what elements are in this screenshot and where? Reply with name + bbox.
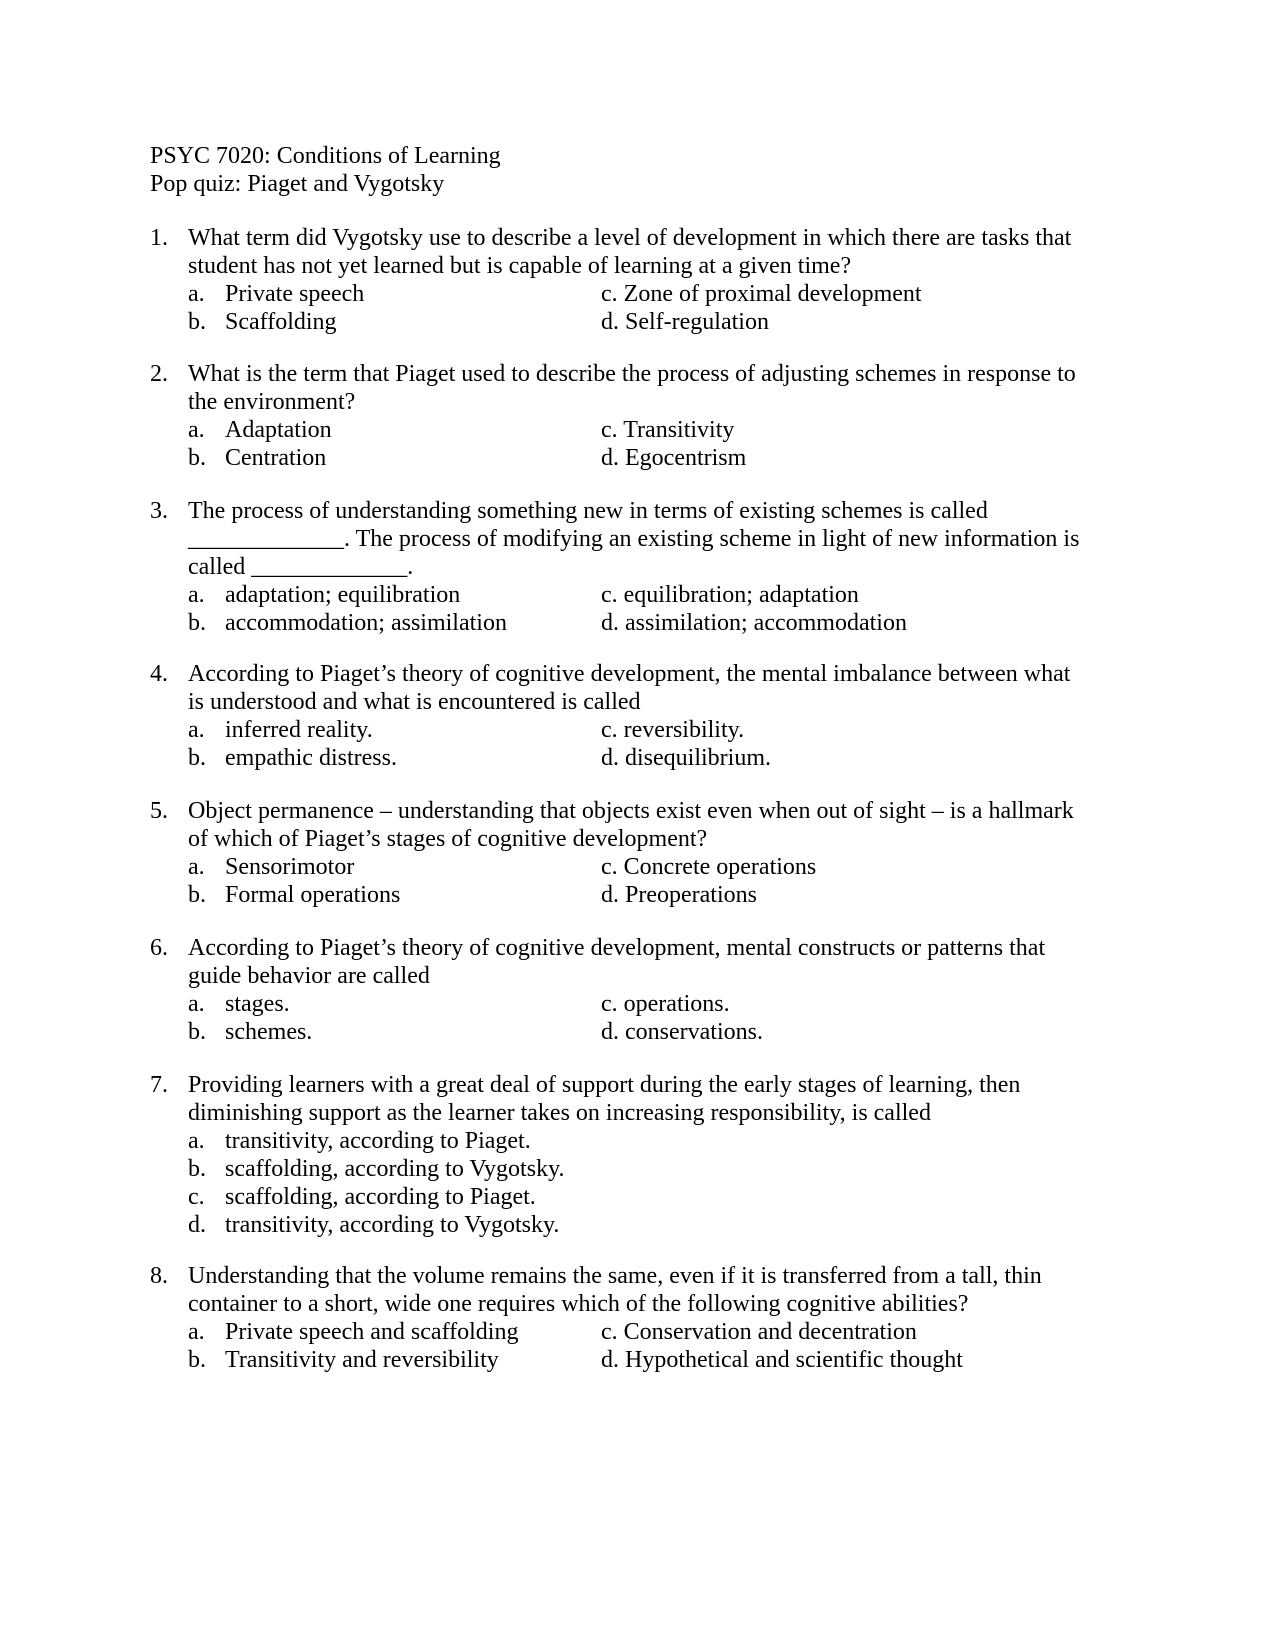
question-stem (150, 360, 1130, 416)
option-a (188, 280, 364, 308)
question-stem (150, 660, 1130, 716)
option-c (601, 990, 730, 1018)
stem-line: _____________. The process of modifying an existing scheme in light of new information is (188, 526, 1080, 552)
option-letter: d. (601, 1019, 619, 1045)
option-text: transitivity, according to Piaget. (225, 1128, 531, 1154)
answer-options (188, 581, 1130, 637)
option-c (601, 581, 859, 609)
answer-options (188, 716, 1130, 772)
option-d (601, 744, 771, 772)
quiz-title: Pop quiz: Piaget and Vygotsky (150, 171, 445, 197)
answer-options (188, 280, 1130, 336)
option-a (188, 990, 290, 1018)
option-letter: b. (188, 445, 206, 471)
option-text: transitivity, according to Vygotsky. (225, 1212, 560, 1238)
answer-options (188, 990, 1130, 1046)
stem-line: What term did Vygotsky use to describe a level of development in which there are tasks that (188, 225, 1072, 251)
option-b (188, 1155, 565, 1183)
option-letter: b. (188, 1156, 206, 1182)
option-text: Transitivity and reversibility (225, 1347, 499, 1373)
option-text: Sensorimotor (225, 854, 355, 880)
option-b (188, 744, 397, 772)
question-stem (150, 224, 1130, 280)
stem-line: Object permanence – understanding that objects exist even when out of sight – is a hallmark (188, 798, 1074, 824)
question-2 (150, 360, 1130, 472)
option-letter: a. (188, 1319, 205, 1345)
option-text: inferred reality. (225, 717, 373, 743)
option-a (188, 1127, 531, 1155)
question-number: 3. (150, 498, 168, 524)
option-a (188, 1318, 518, 1346)
stem-line: diminishing support as the learner takes on increasing responsibility, is called (188, 1100, 931, 1126)
stem-line: called _____________. (188, 554, 414, 580)
option-text: conservations. (625, 1019, 763, 1045)
option-c (601, 716, 744, 744)
option-text: Conservation and decentration (623, 1319, 917, 1345)
option-text: disequilibrium. (625, 745, 771, 771)
option-d (601, 444, 746, 472)
question-number: 4. (150, 661, 168, 687)
option-text: scaffolding, according to Piaget. (225, 1184, 536, 1210)
option-letter: a. (188, 582, 205, 608)
option-letter: c. (601, 854, 618, 880)
option-letter: c. (601, 281, 618, 307)
stem-line: The process of understanding something new in terms of existing schemes is called (188, 498, 988, 524)
option-letter: b. (188, 1019, 206, 1045)
stem-line: the environment? (188, 389, 356, 415)
option-letter: d. (601, 1347, 619, 1373)
option-text: scaffolding, according to Vygotsky. (225, 1156, 565, 1182)
question-stem (150, 1071, 1130, 1127)
question-number: 8. (150, 1263, 168, 1289)
option-letter: a. (188, 991, 205, 1017)
option-text: Scaffolding (225, 309, 337, 335)
option-d (601, 881, 757, 909)
option-c (601, 280, 922, 308)
option-text: accommodation; assimilation (225, 610, 507, 636)
question-number: 2. (150, 361, 168, 387)
option-b (188, 1346, 499, 1374)
option-letter: c. (601, 582, 618, 608)
option-letter: a. (188, 717, 205, 743)
option-text: Hypothetical and scientific thought (625, 1347, 963, 1373)
course-title: PSYC 7020: Conditions of Learning (150, 143, 501, 169)
stem-line: container to a short, wide one requires which of the following cognitive abilities? (188, 1291, 969, 1317)
option-letter: b. (188, 745, 206, 771)
option-text: Zone of proximal development (623, 281, 922, 307)
question-3 (150, 497, 1130, 637)
option-a (188, 716, 373, 744)
stem-line: What is the term that Piaget used to describe the process of adjusting schemes in response to (188, 361, 1076, 387)
option-b (188, 308, 337, 336)
stem-line: of which of Piaget’s stages of cognitive development? (188, 826, 708, 852)
option-d (601, 1018, 763, 1046)
answer-options (188, 1127, 1130, 1239)
option-text: equilibration; adaptation (623, 582, 859, 608)
option-letter: b. (188, 610, 206, 636)
question-stem (150, 934, 1130, 990)
option-c (601, 1318, 917, 1346)
option-b (188, 881, 400, 909)
stem-line: According to Piaget’s theory of cognitive development, mental constructs or patterns that (188, 935, 1046, 961)
option-letter: d. (601, 445, 619, 471)
option-a (188, 581, 460, 609)
option-letter: b. (188, 1347, 206, 1373)
option-letter: c. (188, 1184, 205, 1210)
option-d (601, 308, 769, 336)
question-7 (150, 1071, 1130, 1239)
option-text: Centration (225, 445, 327, 471)
option-text: empathic distress. (225, 745, 397, 771)
question-stem (150, 797, 1130, 853)
option-letter: d. (601, 882, 619, 908)
option-text: schemes. (225, 1019, 313, 1045)
option-text: reversibility. (623, 717, 745, 743)
stem-line: guide behavior are called (188, 963, 430, 989)
option-letter: c. (601, 1319, 618, 1345)
stem-line: According to Piaget’s theory of cognitive development, the mental imbalance between what (188, 661, 1071, 687)
option-text: Self-regulation (625, 309, 769, 335)
option-letter: d. (601, 610, 619, 636)
option-letter: d. (188, 1212, 206, 1238)
option-letter: c. (601, 417, 618, 443)
option-letter: a. (188, 854, 205, 880)
option-letter: b. (188, 882, 206, 908)
option-text: Formal operations (225, 882, 401, 908)
question-stem (150, 1262, 1130, 1318)
question-number: 5. (150, 798, 168, 824)
option-d (601, 1346, 963, 1374)
question-stem (150, 497, 1130, 581)
answer-options (188, 1318, 1130, 1374)
option-letter: d. (601, 745, 619, 771)
option-letter: a. (188, 417, 205, 443)
stem-line: is understood and what is encountered is called (188, 689, 641, 715)
question-6 (150, 934, 1130, 1046)
option-b (188, 1018, 312, 1046)
question-number: 6. (150, 935, 168, 961)
option-text: Transitivity (623, 417, 735, 443)
option-c (188, 1183, 536, 1211)
option-text: Concrete operations (623, 854, 817, 880)
stem-line: Providing learners with a great deal of support during the early stages of learning, then (188, 1072, 1021, 1098)
stem-line: Understanding that the volume remains the same, even if it is transferred from a tall, thin (188, 1263, 1042, 1289)
option-letter: d. (601, 309, 619, 335)
option-a (188, 853, 354, 881)
option-letter: a. (188, 281, 205, 307)
option-text: Private speech (225, 281, 365, 307)
option-text: Private speech and scaffolding (225, 1319, 519, 1345)
answer-options (188, 416, 1130, 472)
option-text: stages. (225, 991, 290, 1017)
question-1 (150, 224, 1130, 336)
question-5 (150, 797, 1130, 909)
stem-line: student has not yet learned but is capable of learning at a given time? (188, 253, 852, 279)
option-text: assimilation; accommodation (625, 610, 907, 636)
option-letter: a. (188, 1128, 205, 1154)
option-letter: b. (188, 309, 206, 335)
option-text: Egocentrism (625, 445, 747, 471)
option-d (188, 1211, 559, 1239)
option-b (188, 609, 507, 637)
option-text: adaptation; equilibration (225, 582, 461, 608)
answer-options (188, 853, 1130, 909)
question-number: 7. (150, 1072, 168, 1098)
option-d (601, 609, 907, 637)
option-a (188, 416, 332, 444)
question-4 (150, 660, 1130, 772)
option-c (601, 416, 734, 444)
question-8 (150, 1262, 1130, 1374)
option-text: operations. (623, 991, 730, 1017)
option-text: Preoperations (625, 882, 757, 908)
option-c (601, 853, 816, 881)
question-number: 1. (150, 225, 168, 251)
option-letter: c. (601, 991, 618, 1017)
option-b (188, 444, 326, 472)
option-text: Adaptation (225, 417, 332, 443)
option-letter: c. (601, 717, 618, 743)
